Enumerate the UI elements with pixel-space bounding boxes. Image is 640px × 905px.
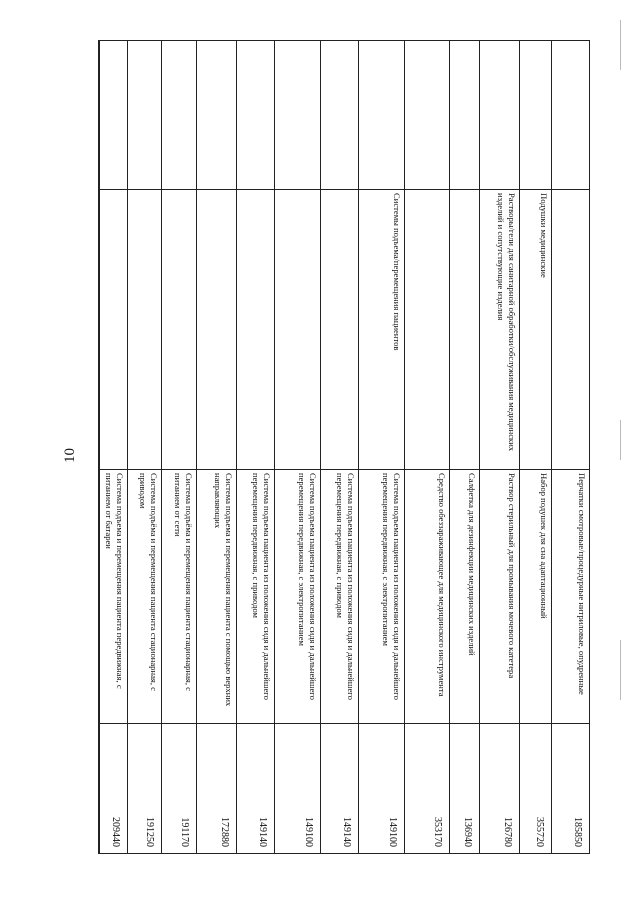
category-cell [520, 41, 551, 189]
device-code-cell: 172880 [197, 723, 236, 853]
category-cell [480, 41, 519, 189]
device-code-cell: 136940 [450, 723, 479, 853]
device-name-cell: Набор подушек для сна адаптационный [520, 469, 551, 723]
device-code-cell: 149140 [237, 723, 274, 853]
category-cell [275, 41, 320, 189]
category-cell [162, 41, 196, 189]
category-cell [100, 41, 127, 189]
category-cell [321, 41, 358, 189]
device-code-cell: 191170 [162, 723, 196, 853]
device-name-cell: Система подъема пациента из положения сидя и дальнейшего перемещения передвижная, с приводом [321, 469, 358, 723]
device-code-cell: 355720 [520, 723, 551, 853]
medical-devices-table [98, 40, 590, 854]
rotated-table-container [98, 40, 590, 854]
device-name-cell: Система подъема пациента из положения сидя и дальнейшего перемещения передвижная, с электропитанием [359, 469, 404, 723]
device-code-cell: 353170 [405, 723, 449, 853]
device-name-cell: Раствор стерильный для промывания мочевого катетера [480, 469, 519, 723]
device-name-cell: Перчатки смотровые/процедурные нитриловые, опудренные [552, 469, 589, 723]
device-name-cell: Система подъема пациента из положения сидя и дальнейшего перемещения передвижная, с приводом [237, 469, 274, 723]
category-cell [359, 41, 404, 189]
device-name-cell: Система подъёма и перемещения пациента стационарная, с приводом [128, 469, 161, 723]
scan-edge-mark [620, 420, 621, 460]
scan-edge-mark [620, 640, 621, 700]
page-number [58, 440, 82, 470]
device-type-cell: Подушки медицинские [520, 189, 551, 469]
category-cell [197, 41, 236, 189]
device-code-cell: 191250 [128, 723, 161, 853]
table-row [519, 41, 551, 853]
scan-edge-mark [620, 20, 621, 70]
device-name-cell: Система подъёма и перемещения пациента стационарная, с питанием от сети [162, 469, 196, 723]
category-cell [552, 41, 589, 189]
device-code-cell: 149140 [321, 723, 358, 853]
device-type-cell [551, 189, 589, 469]
category-cell [237, 41, 274, 189]
device-name-cell: Салфетка для дезинфекции медицинских изделий [450, 469, 479, 723]
device-name-cell: Система подъема и перемещения пациента передвижная, с питанием от батареи [100, 469, 127, 723]
category-cell [128, 41, 161, 189]
device-name-cell: Система подъема пациента из положения сидя и дальнейшего перемещения передвижная, с электропитанием [275, 469, 320, 723]
device-name-cell: Средство обеззараживающее для медицинского инструмента [405, 469, 449, 723]
device-code-cell: 149100 [359, 723, 404, 853]
device-code-cell: 149100 [275, 723, 320, 853]
device-code-cell: 126780 [480, 723, 519, 853]
device-name-cell: Система подъема и перемещения пациента с помощью верхних направляющих [197, 469, 236, 723]
page-number-text: 10 [61, 447, 78, 463]
device-code-cell: 209440 [100, 723, 127, 853]
device-code-cell: 185850 [552, 723, 589, 853]
device-type-cell: Растворы/гели для санитарной обработки/обслуживания медицинских изделий и сопутствующие изделия [404, 189, 519, 469]
category-cell [405, 41, 449, 189]
device-type-cell: Системы подъема/перемещения пациентов [99, 189, 404, 469]
category-cell [450, 41, 479, 189]
